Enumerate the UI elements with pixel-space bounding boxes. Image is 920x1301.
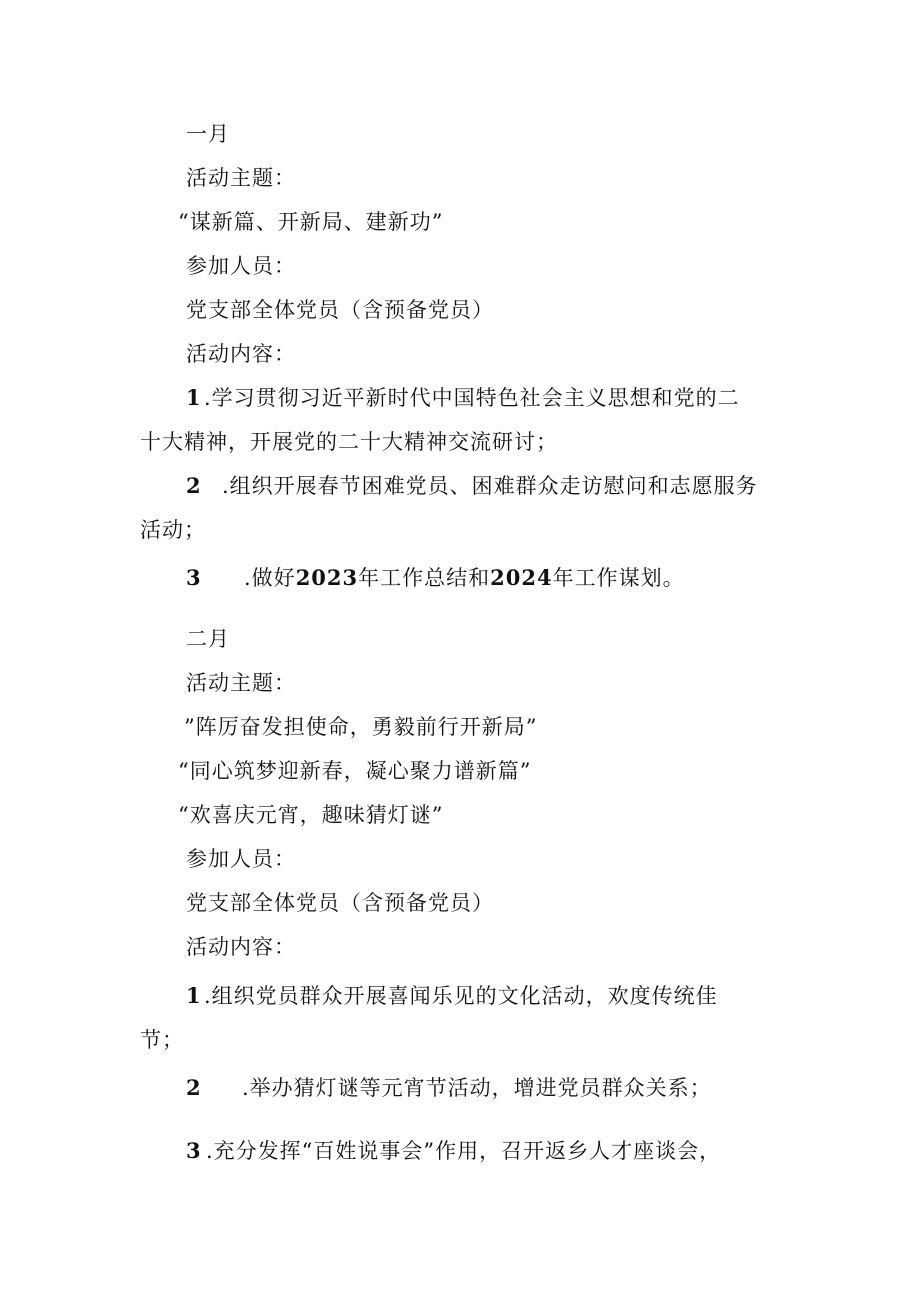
item-text: 年工作谋划。 [552, 566, 685, 590]
list-item [186, 474, 758, 498]
list-item [186, 1139, 721, 1163]
item-number: 2 [186, 1075, 202, 1100]
month-heading-january: 一月 [186, 122, 230, 146]
participants-text: 党支部全体党员（含预备党员） [186, 298, 494, 322]
item-text: .做好 [244, 566, 296, 590]
theme-label: 活动主题： [186, 166, 296, 190]
item-number: 3 [186, 565, 202, 590]
item-text-continued: 活动； [140, 518, 206, 542]
list-item [186, 984, 718, 1008]
item-text: .组织党员群众开展喜闻乐见的文化活动，欢度传统佳 [204, 984, 718, 1008]
participants-label: 参加人员： [186, 254, 296, 278]
item-text-continued: 十大精神，开展党的二十大精神交流研讨； [140, 430, 558, 454]
year-value: 2024 [490, 565, 553, 590]
content-label: 活动内容： [186, 935, 296, 959]
item-text: .学习贯彻习近平新时代中国特色社会主义思想和党的二 [204, 386, 740, 410]
item-text: 年工作总结和 [358, 566, 491, 590]
list-item [186, 566, 685, 590]
item-text: .组织开展春节困难党员、困难群众走访慰问和志愿服务 [222, 474, 758, 498]
participants-text: 党支部全体党员（含预备党员） [186, 891, 494, 915]
item-text: .充分发挥“百姓说事会”作用，召开返乡人才座谈会， [206, 1139, 722, 1163]
content-label: 活动内容： [186, 342, 296, 366]
item-number: 1 [186, 983, 202, 1008]
item-number: 2 [186, 473, 202, 498]
participants-label: 参加人员： [186, 847, 296, 871]
month-heading-february: 二月 [186, 627, 230, 651]
theme-text: “同心筑梦迎新春，凝心聚力谱新篇” [178, 759, 532, 783]
item-number: 3 [186, 1138, 202, 1163]
list-item [186, 386, 740, 410]
theme-text: “谋新篇、开新局、建新功” [178, 210, 444, 234]
list-item [186, 1076, 712, 1100]
item-text-continued: 节； [140, 1028, 184, 1052]
theme-label: 活动主题： [186, 671, 296, 695]
item-number: 1 [186, 385, 202, 410]
item-text: .举办猜灯谜等元宵节活动，增进党员群众关系； [242, 1076, 712, 1100]
theme-text: ”阵厉奋发担使命，勇毅前行开新局” [184, 715, 538, 739]
year-value: 2023 [295, 565, 359, 590]
theme-text: “欢喜庆元宵，趣味猜灯谜” [178, 803, 444, 827]
